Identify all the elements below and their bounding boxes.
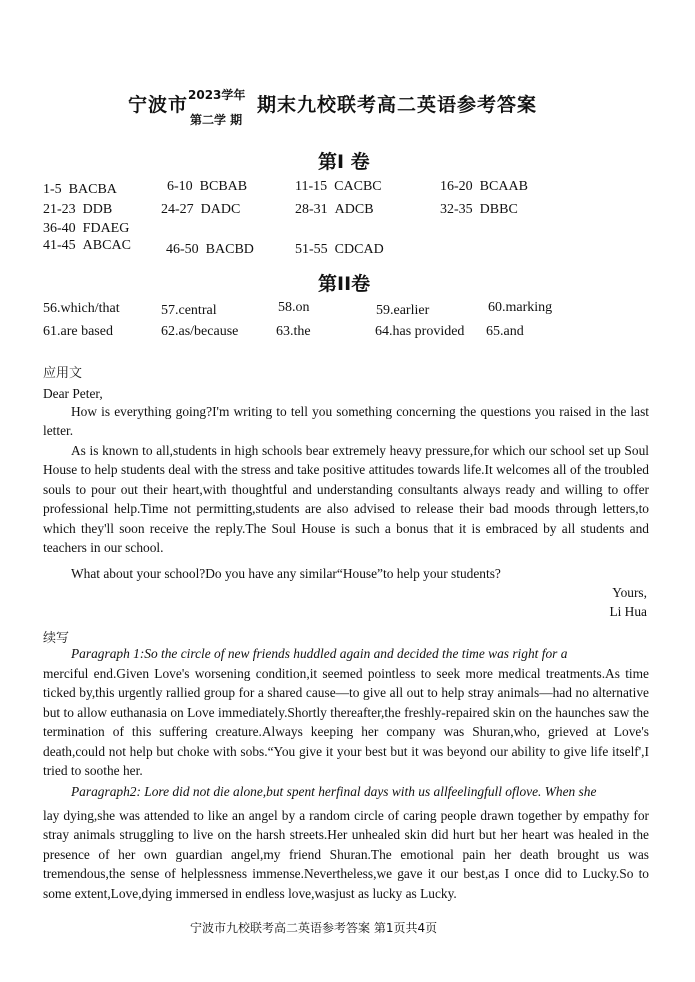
answer-item: 58.on: [278, 300, 310, 315]
answer-item: 11-15 CACBC: [295, 179, 382, 194]
title-right: 期末九校联考高二英语参考答案: [257, 94, 538, 116]
answer-item: 21-23 DDB: [43, 202, 113, 217]
answer-item: 46-50 BACBD: [166, 242, 254, 257]
title-left: 宁波市: [128, 94, 189, 116]
answer-item: 59.earlier: [376, 303, 430, 318]
answer-item: 51-55 CDCAD: [295, 242, 384, 257]
answer-item: 16-20 BCAAB: [440, 179, 528, 194]
letter-greeting: Dear Peter,: [43, 386, 103, 401]
answer-item: 24-27 DADC: [161, 202, 241, 217]
answer-item: 56.which/that: [43, 301, 120, 316]
answer-item: 64.has provided: [375, 324, 465, 339]
paragraph1-lead: Paragraph 1:So the circle of new friends huddled again and decided the time was right for a: [71, 646, 568, 661]
letter-paragraph: What about your school?Do you have any similar“House”to help your students?: [71, 566, 501, 581]
answer-item: 41-45 ABCAC: [43, 238, 131, 253]
paragraph2-lead: Paragraph2: Lore did not die alone,but spent herfinal days with us allfeelingfull oflove. When she: [71, 784, 597, 799]
answer-item: 1-5 BACBA: [43, 182, 117, 197]
answer-item: 32-35 DBBC: [440, 202, 518, 217]
answer-item: 62.as/because: [161, 324, 239, 339]
answer-item: 60.marking: [488, 300, 553, 315]
part2-heading: 第II卷: [318, 273, 371, 295]
answer-item: 61.are based: [43, 324, 113, 339]
letter-paragraph: How is everything going?I'm writing to tell you something concerning the questions you raised in the last letter.: [43, 404, 649, 439]
letter-signature: Li Hua: [609, 604, 647, 619]
letter-paragraph: As is known to all,students in high schools bear extremely heavy pressure,for which our school set up Soul House to help students deal with the stress and take positive attitudes towards life.It welcomes all of the troubled souls to pour out their heart,with thoughtful and understanding consultants always ready and willing to offer professional help.Time not permitting,students are also advised to release their bad moods through letters,to which they'll soon receive the reply.The Soul House is such a bonus that it is embraced by all students and teachers in our school.: [43, 443, 649, 556]
letter-closing: Yours,: [612, 585, 647, 600]
paragraph2-body: lay dying,she was attended to like an angel by a random circle of caring people drawn together by empathy for stray animals struggling to live on the harsh streets.Her unhealed skin did hurt but her heart was healed in the presence of her own guardian angel,my friend Shuran.The emotional pain her death brought us was tremendous,the sense of helplessness immense.Nevertheless,we gave it our best,as I once did to Lucky.So to some extent,Love,dying immersed in endless love,wasjust as lucky as Lucky.: [43, 808, 649, 901]
answer-item: 57.central: [161, 303, 217, 318]
answer-item: 28-31 ADCB: [295, 202, 374, 217]
answer-item: 36-40 FDAEG: [43, 221, 130, 236]
answer-item: 63.the: [276, 324, 311, 339]
answer-item: 65.and: [486, 324, 524, 339]
answer-item: 6-10 BCBAB: [167, 179, 248, 194]
page-footer: 宁波市九校联考高二英语参考答案 第1页共4页: [190, 921, 438, 935]
part1-heading: 第I 卷: [318, 151, 370, 173]
title-term: 第二学 期: [190, 113, 243, 127]
title-year: 2023学年: [188, 88, 246, 102]
writing-label: 应用文: [43, 366, 83, 381]
continuation-label: 续写: [43, 631, 70, 646]
paragraph1-body: merciful end.Given Love's worsening condition,it seemed pointless to seek more medical treatments.As time ticked by,this urgently rallied group for a shared cause—to give all out to help stray animals—had no alternative but to allow euthanasia on Love immediately.Shortly thereafter,the freshly-repaired skin on the haunches saw the termination of this suffering creature.Always keeping her company was Shuran,who, grieved at Love's death,could not help but choke with sobs.“You give it your best but it was beyond our ability to give life itself',I tried to soothe her.: [43, 666, 649, 779]
